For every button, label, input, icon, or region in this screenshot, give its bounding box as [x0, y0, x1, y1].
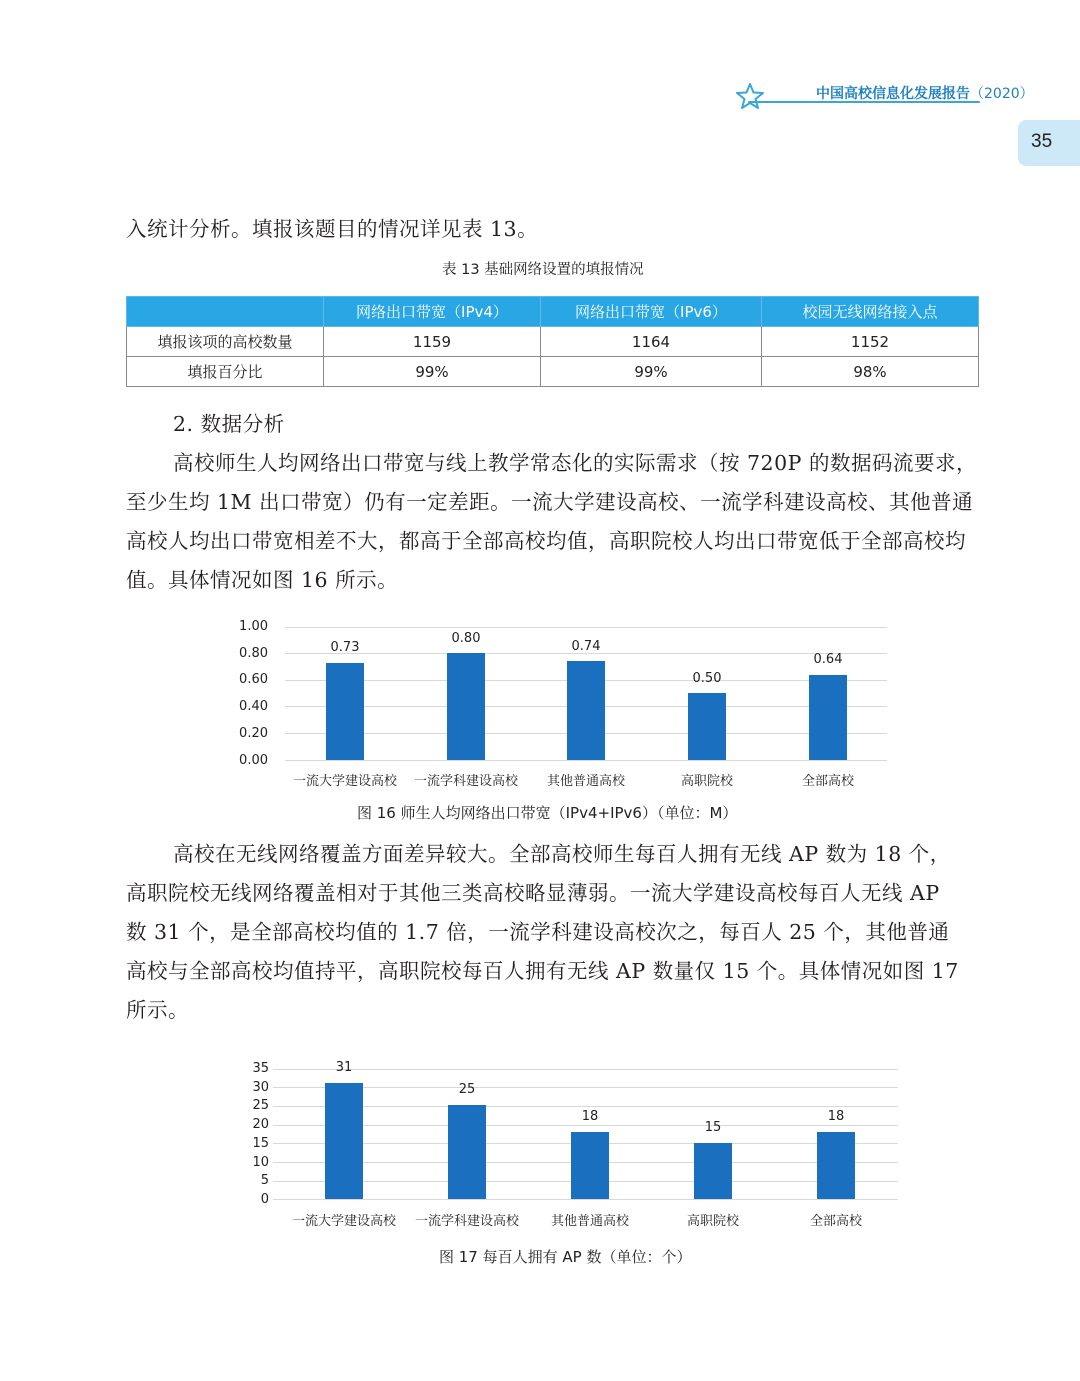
table-header-row	[127, 297, 979, 327]
value-label: 0.73	[330, 640, 360, 655]
table-cell: 99%	[324, 357, 541, 387]
x-category-label: 全部高校	[801, 774, 854, 789]
y-tick: 0.20	[239, 726, 268, 741]
gridline	[285, 627, 887, 628]
bar	[326, 663, 364, 760]
value-label: 0.50	[692, 671, 722, 686]
table-caption: 表 13 基础网络设置的填报情况	[442, 262, 644, 278]
bar	[571, 1132, 609, 1199]
value-label: 31	[335, 1060, 353, 1075]
x-category-label: 全部高校	[809, 1214, 862, 1229]
table-header-cell: 网络出口带宽（IPv4）	[324, 297, 541, 327]
table-cell: 1152	[762, 327, 979, 357]
value-label: 15	[704, 1120, 722, 1135]
table-cell: 1159	[324, 327, 541, 357]
table-header-cell: 校园无线网络接入点	[762, 297, 979, 327]
table-cell: 1164	[541, 327, 762, 357]
value-label: 0.64	[813, 652, 843, 667]
paragraph-line: 至少生均 1M 出口带宽）仍有一定差距。一流大学建设高校、一流学科建设高校、其他普通	[126, 490, 974, 514]
paragraph-line: 高职院校无线网络覆盖相对于其他三类高校略显薄弱。一流大学建设高校每百人无线 AP	[126, 881, 940, 905]
y-tick: 5	[260, 1173, 269, 1188]
y-tick: 1.00	[239, 619, 268, 634]
report-title	[816, 83, 1034, 103]
y-tick: 30	[252, 1080, 269, 1095]
x-category-label: 一流大学建设高校	[292, 774, 397, 789]
gridline	[273, 1125, 898, 1126]
section-heading: 2. 数据分析	[173, 412, 285, 436]
figure-17-caption: 图 17 每百人拥有 AP 数（单位：个）	[439, 1248, 692, 1266]
x-axis-line	[273, 1199, 898, 1200]
report-title-text: 中国高校信息化发展报告	[816, 86, 970, 102]
table-header-cell	[127, 297, 324, 327]
value-label: 18	[581, 1109, 599, 1124]
y-tick: 0.60	[239, 672, 268, 687]
value-label: 0.74	[571, 639, 601, 654]
x-category-label: 高职院校	[686, 1214, 739, 1229]
bar	[447, 653, 485, 760]
gridline	[273, 1087, 898, 1088]
page-number: 35	[1031, 131, 1053, 152]
y-tick: 10	[252, 1155, 269, 1170]
x-category-label: 一流学科建设高校	[414, 1214, 519, 1229]
paragraph-line: 高校与全部高校均值持平，高职院校每百人拥有无线 AP 数量仅 15 个。具体情况如图 17	[126, 959, 959, 983]
value-label: 0.80	[451, 631, 481, 646]
figure-16-caption: 图 16 师生人均网络出口带宽（IPv4+IPv6）（单位：M）	[357, 804, 738, 822]
bar	[688, 693, 726, 760]
table-cell: 98%	[762, 357, 979, 387]
star-icon	[735, 82, 765, 110]
intro-line: 入统计分析。填报该题目的情况详见表 13。	[126, 217, 539, 241]
paragraph-line: 高校在无线网络覆盖方面差异较大。全部高校师生每百人拥有无线 AP 数为 18 个，	[173, 842, 951, 866]
y-tick: 0.80	[239, 646, 268, 661]
y-tick: 0.00	[239, 753, 268, 768]
table-cell: 99%	[541, 357, 762, 387]
y-tick: 15	[252, 1136, 269, 1151]
table-row	[127, 357, 979, 387]
value-label: 25	[458, 1082, 476, 1097]
x-category-label: 一流学科建设高校	[413, 774, 518, 789]
y-tick: 35	[252, 1061, 269, 1076]
bar	[694, 1143, 732, 1199]
paragraph-line: 值。具体情况如图 16 所示。	[126, 568, 399, 592]
row-label: 填报该项的高校数量	[127, 327, 324, 357]
y-tick: 25	[252, 1098, 269, 1113]
bar	[567, 661, 605, 760]
x-axis-line	[285, 760, 887, 761]
table-13	[126, 296, 979, 387]
bar	[809, 675, 847, 760]
paragraph-line: 数 31 个，是全部高校均值的 1.7 倍，一流学科建设高校次之，每百人 25 个，其他普通	[126, 920, 950, 944]
y-tick: 0.40	[239, 699, 268, 714]
y-tick: 0	[260, 1192, 269, 1207]
x-category-label: 其他普通高校	[550, 1214, 629, 1229]
row-label: 填报百分比	[127, 357, 324, 387]
paragraph-line: 所示。	[126, 998, 189, 1022]
table-row	[127, 327, 979, 357]
table-header-cell: 网络出口带宽（IPv6）	[541, 297, 762, 327]
x-category-label: 一流大学建设高校	[291, 1214, 396, 1229]
bar	[448, 1105, 486, 1199]
x-category-label: 其他普通高校	[546, 774, 625, 789]
paragraph-line: 高校师生人均网络出口带宽与线上教学常态化的实际需求（按 720P 的数据码流要求，	[173, 451, 977, 475]
value-label: 18	[827, 1109, 845, 1124]
bar	[325, 1083, 363, 1199]
x-category-label: 高职院校	[680, 774, 733, 789]
y-tick: 20	[252, 1117, 269, 1132]
paragraph-line: 高校人均出口带宽相差不大，都高于全部高校均值，高职院校人均出口带宽低于全部高校均	[126, 529, 966, 553]
gridline	[273, 1106, 898, 1107]
report-year: （2020）	[970, 86, 1034, 102]
bar	[817, 1132, 855, 1199]
